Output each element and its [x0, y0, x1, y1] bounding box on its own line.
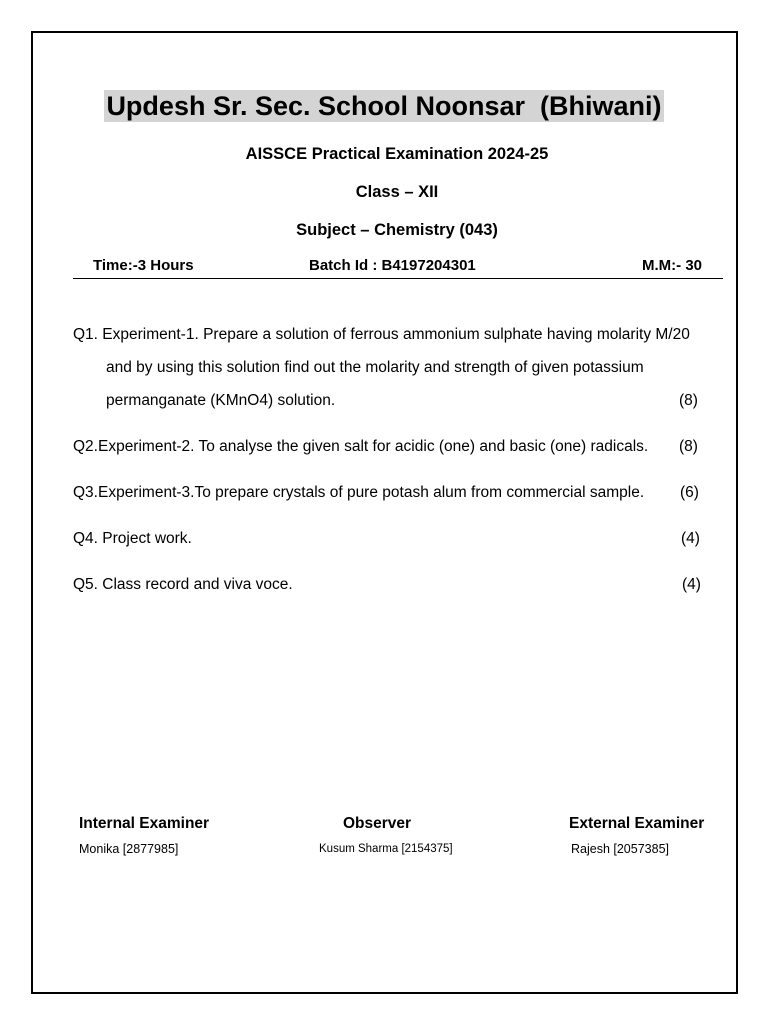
question-1-line-3: permanganate (KMnO4) solution. — [106, 392, 336, 409]
batch-id: Batch Id : B4197204301 — [309, 257, 476, 274]
external-examiner-name: Rajesh [2057385] — [571, 842, 669, 856]
max-marks: M.M:- 30 — [642, 257, 702, 274]
question-3: Q3.Experiment-3.To prepare crystals of pure potash alum from commercial sample. — [73, 484, 645, 501]
observer-title: Observer — [343, 815, 412, 832]
question-4: Q4. Project work. — [73, 530, 192, 547]
question-1-marks: (8) — [679, 392, 698, 409]
question-5: Q5. Class record and viva voce. — [73, 576, 293, 593]
observer-name: Kusum Sharma [2154375] — [319, 843, 453, 855]
exam-title: AISSCE Practical Examination 2024-25 — [245, 145, 549, 163]
internal-examiner-title: Internal Examiner — [79, 815, 210, 832]
subject-line: Subject – Chemistry (043) — [296, 221, 498, 239]
class-line: Class – XII — [355, 183, 439, 201]
time-label: Time:-3 Hours — [93, 257, 194, 274]
question-2: Q2.Experiment-2. To analyse the given salt for acidic (one) and basic (one) radicals. — [73, 438, 649, 455]
question-2-marks: (8) — [679, 438, 698, 455]
internal-examiner-name: Monika [2877985] — [79, 842, 179, 856]
school-title-text: Updesh Sr. Sec. School Noonsar (Bhiwani) — [106, 91, 662, 121]
question-1-line-1: Q1. Experiment-1. Prepare a solution of ferrous ammonium sulphate having molarity M/20 — [73, 326, 690, 343]
exam-info-row — [73, 257, 723, 279]
question-4-marks: (4) — [681, 530, 700, 547]
external-examiner-title: External Examiner — [569, 815, 705, 832]
question-1-line-2: and by using this solution find out the molarity and strength of given potassium — [106, 359, 644, 376]
question-3-marks: (6) — [680, 484, 699, 501]
question-5-marks: (4) — [682, 576, 701, 593]
school-title — [0, 91, 768, 122]
